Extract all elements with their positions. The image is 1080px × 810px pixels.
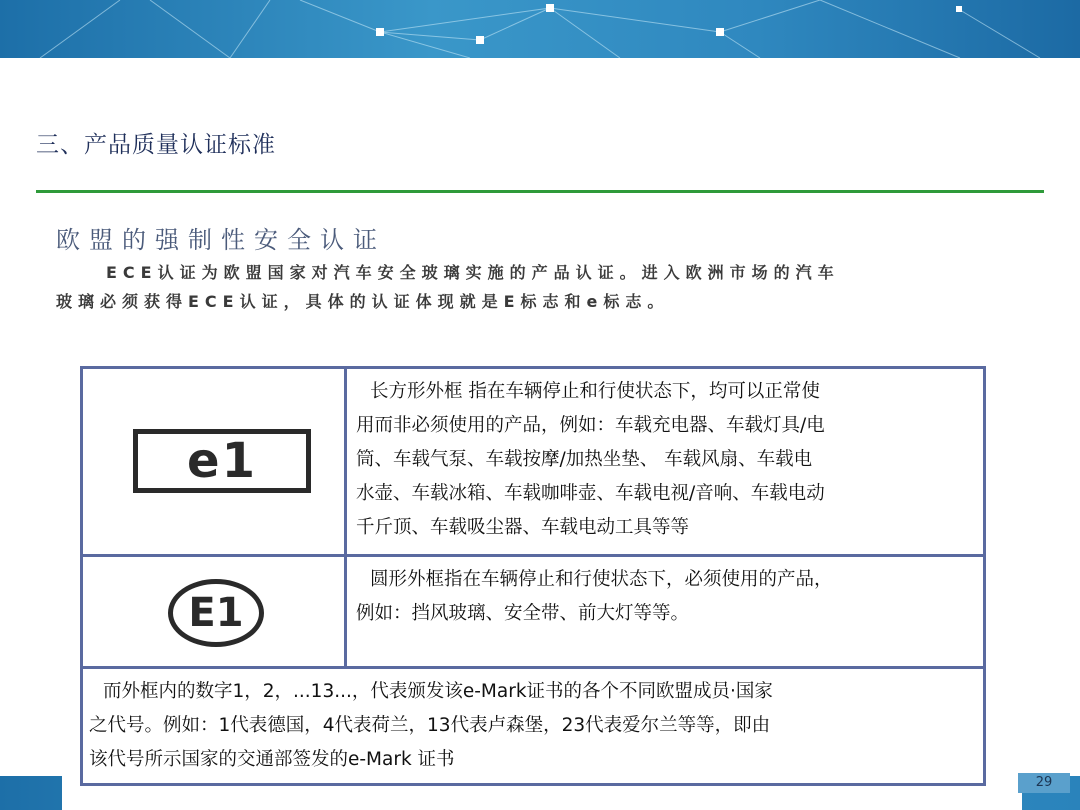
number-code-note (89, 675, 979, 777)
description-line: 例如：挡风玻璃、安全带、前大灯等等。 (356, 603, 690, 624)
description-line: 筒、车载气泵、车载按摩/加热坐垫、 车载风扇、车载电 (356, 449, 813, 470)
page-number: 29 (1018, 773, 1070, 793)
description-line: 用而非必须使用的产品，例如：车载充电器、车载灯具/电 (356, 415, 825, 436)
mark-description (356, 375, 978, 545)
certification-table (80, 366, 986, 786)
description-cell (350, 369, 983, 554)
intro-line: ECE认证为欧盟国家对汽车安全玻璃实施的产品认证。进入欧洲市场的汽车 (106, 263, 840, 282)
mark-cell (83, 369, 347, 554)
note-line: 该代号所示国家的交通部签发的e-Mark 证书 (89, 749, 455, 770)
table-row (83, 369, 983, 557)
mark-description (356, 563, 978, 631)
intro-line: 玻璃必须获得ECE认证，具体的认证体现就是E标志和e标志。 (56, 292, 670, 311)
section-subtitle: 欧盟的强制性安全认证 (56, 226, 386, 254)
E1-oval-mark: E1 (168, 579, 264, 647)
note-line: 之代号。例如：1代表德国，4代表荷兰，13代表卢森堡，23代表爱尔兰等等，即由 (89, 715, 771, 736)
network-pattern (0, 0, 1080, 58)
note-line: 而外框内的数字1，2，...13...，代表颁发该e-Mark证书的各个不同欧盟成员·国家 (103, 681, 773, 702)
top-banner (0, 0, 1080, 58)
mark-cell (83, 557, 347, 666)
description-line: 水壶、车载冰箱、车载咖啡壶、车载电视/音响、车载电动 (356, 483, 825, 504)
title-divider (36, 190, 1044, 193)
table-row (83, 557, 983, 669)
slide-title: 三、产品质量认证标准 (36, 132, 276, 158)
description-line: 长方形外框 指在车辆停止和行使状态下，均可以正常使 (370, 381, 820, 402)
table-row (83, 669, 983, 783)
intro-paragraph (56, 258, 1001, 316)
description-line: 圆形外框指在车辆停止和行使状态下，必须使用的产品， (370, 569, 833, 590)
description-cell (350, 557, 983, 666)
description-line: 千斤顶、车载吸尘器、车载电动工具等等 (356, 517, 690, 538)
e1-rectangle-mark: e1 (133, 429, 311, 493)
